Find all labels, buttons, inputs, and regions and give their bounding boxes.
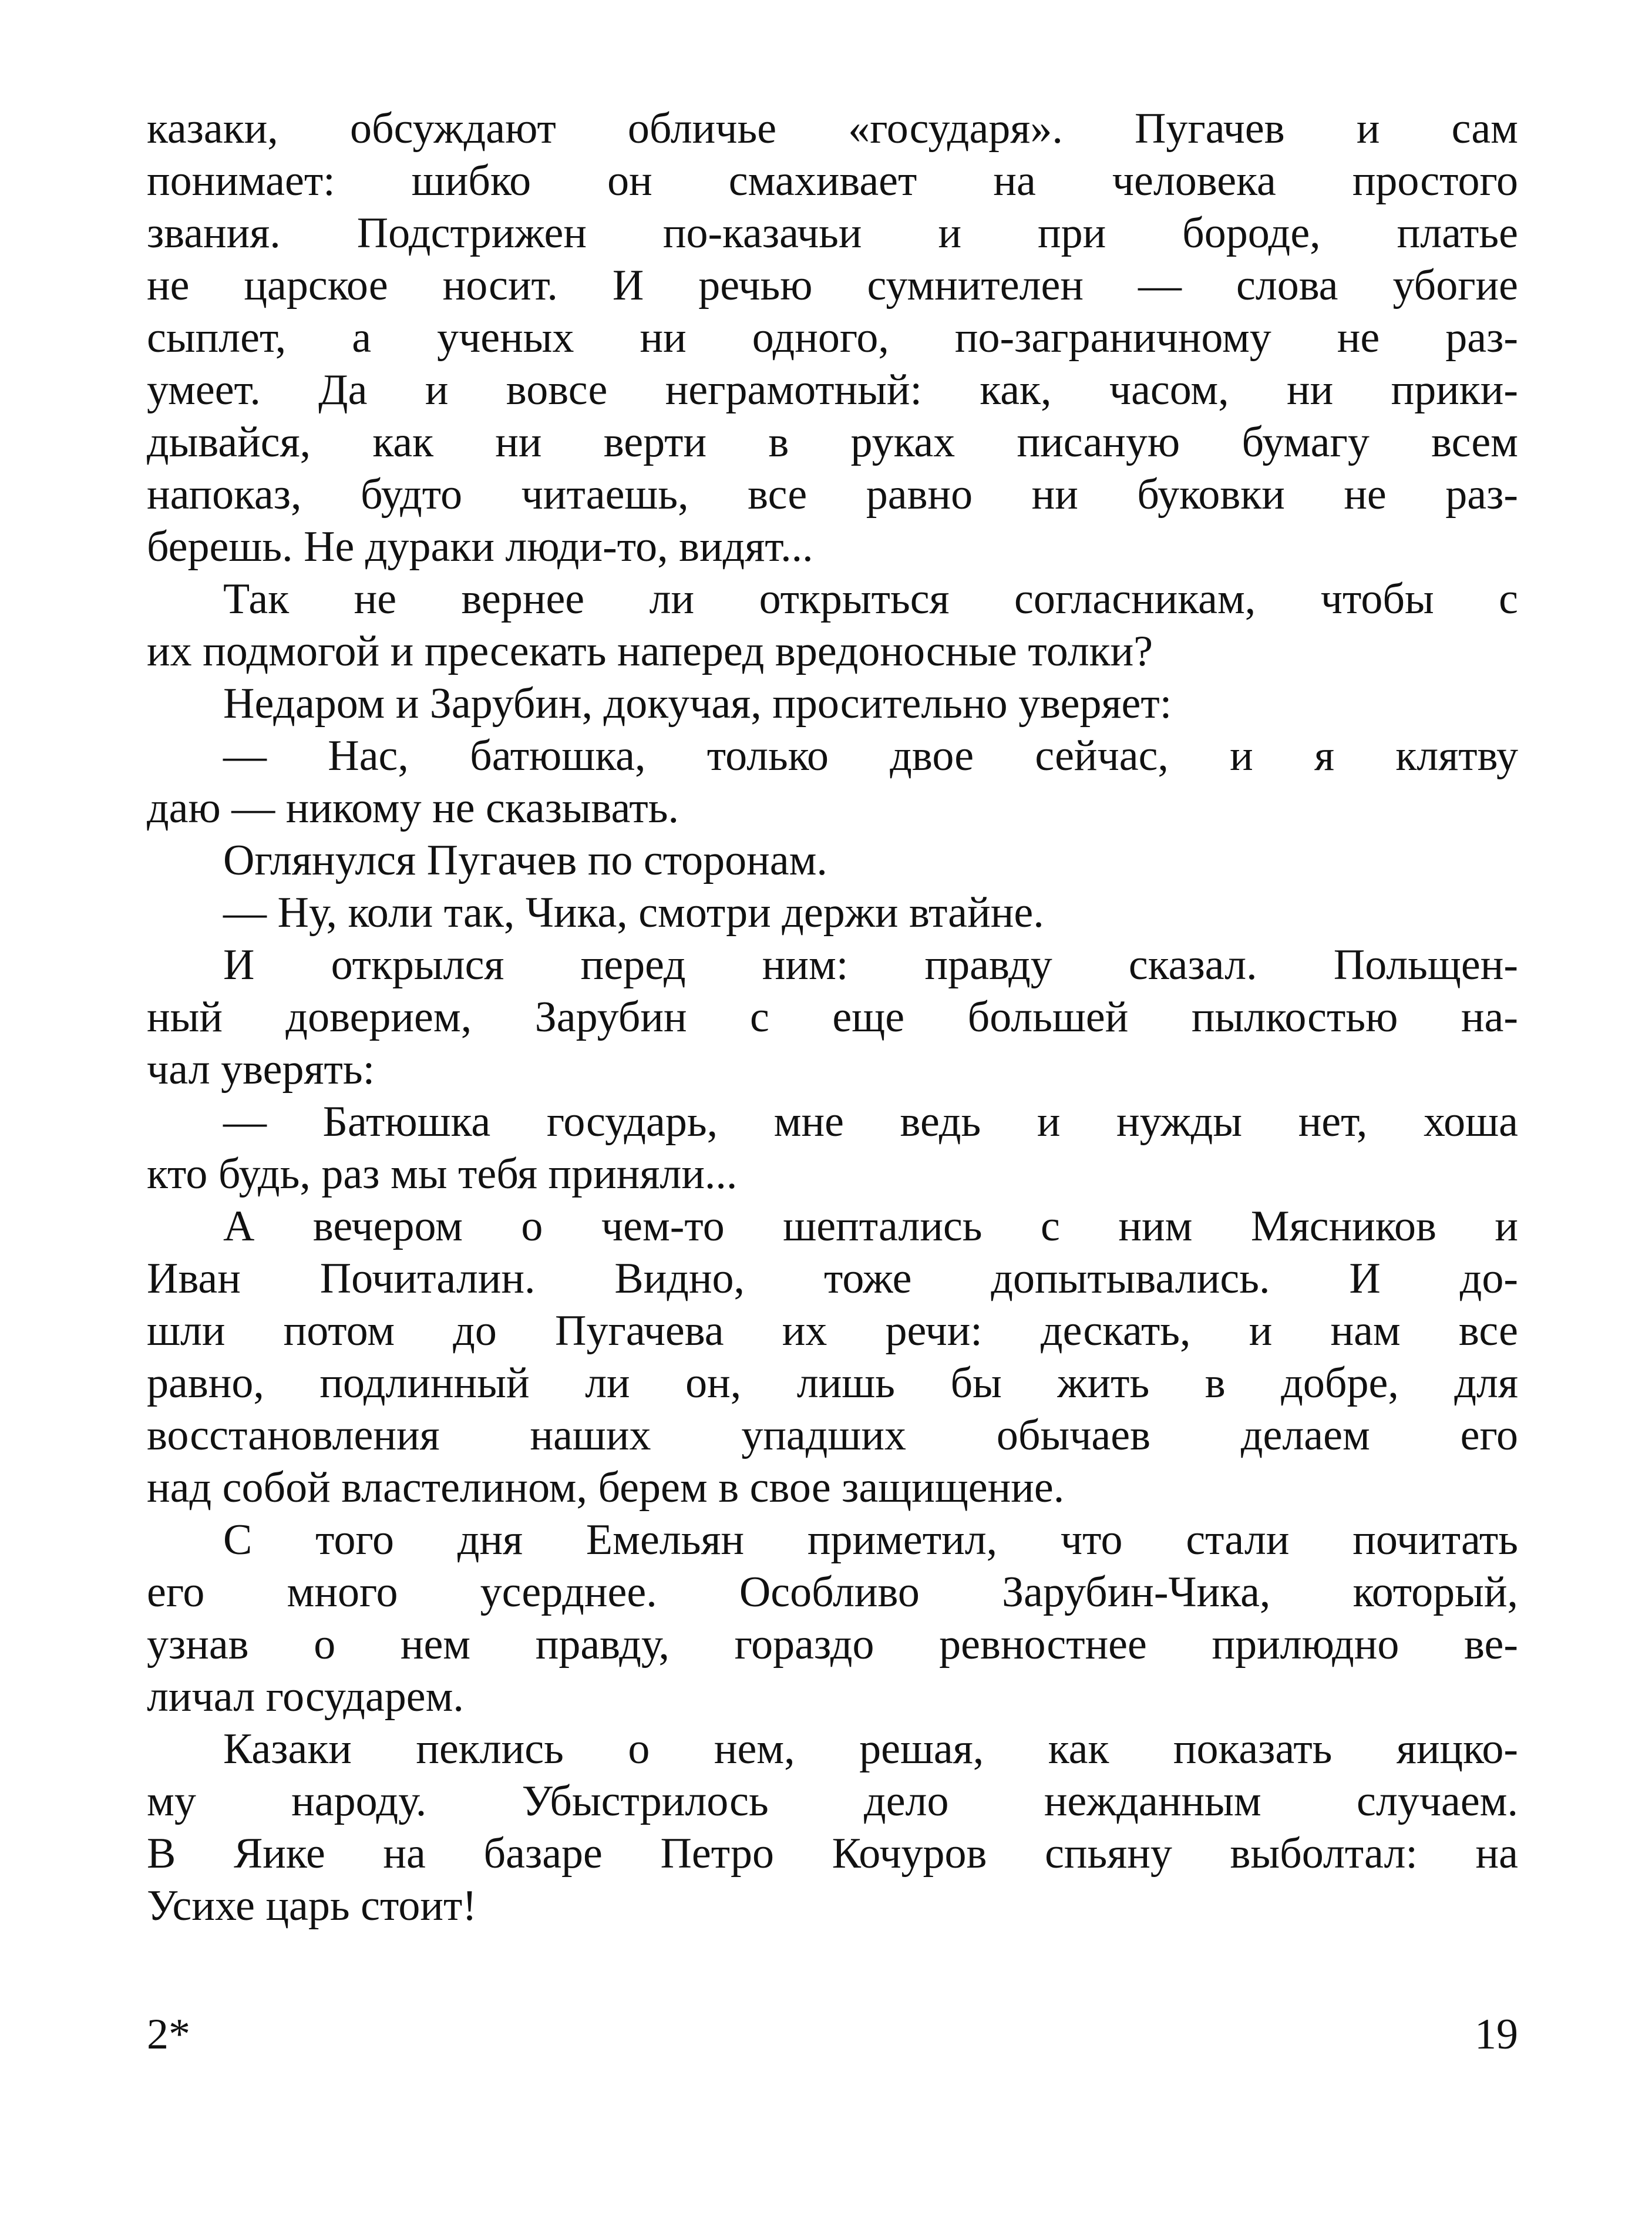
- paragraph: [147, 887, 1518, 939]
- text-line: равно, подлинный ли он, лишь бы жить в добре, для: [147, 1359, 1518, 1407]
- text-line: ный доверием, Зарубин с еще большей пылкостью на-: [147, 993, 1518, 1041]
- text-line: даю — никому не сказывать.: [147, 784, 679, 832]
- paragraph: [147, 678, 1518, 730]
- text-line: умеет. Да и вовсе неграмотный: как, часом, ни прики-: [147, 366, 1518, 414]
- text-line: — Ну, коли так, Чика, смотри держи втайне.: [223, 889, 1044, 937]
- text-line: Недаром и Зарубин, докучая, просительно уверяет:: [223, 680, 1172, 728]
- text-line: их подмогой и пресекать наперед вредоносные толки?: [147, 627, 1153, 675]
- text-line: Оглянулся Пугачев по сторонам.: [223, 836, 827, 884]
- text-line: И открылся перед ним: правду сказал. Польщен-: [223, 941, 1518, 989]
- text-line: му народу. Убыстрилось дело нежданным случаем.: [147, 1777, 1518, 1825]
- body-text: [147, 103, 1518, 1932]
- text-line: личал государем.: [147, 1673, 464, 1721]
- page-number: 19: [1475, 2010, 1518, 2058]
- text-line: кто будь, раз мы тебя приняли...: [147, 1150, 738, 1198]
- text-line: над собой властелином, берем в свое защищение.: [147, 1464, 1065, 1512]
- paragraph: [147, 835, 1518, 887]
- text-line: В Яике на базаре Петро Кочуров спьяну выболтал: на: [147, 1829, 1518, 1878]
- text-line: понимает: шибко он смахивает на человека простого: [147, 157, 1518, 205]
- text-line: — Нас, батюшка, только двое сейчас, и я клятву: [223, 732, 1518, 780]
- text-line: восстановления наших упадших обычаев делаем его: [147, 1411, 1518, 1459]
- text-line: Так не вернее ли открыться согласникам, чтобы с: [223, 575, 1518, 623]
- text-line: берешь. Не дураки люди-то, видят...: [147, 523, 813, 571]
- text-line: не царское носит. И речью сумнителен — слова убогие: [147, 261, 1518, 310]
- signature-mark: 2*: [147, 2010, 190, 2058]
- paragraph: [147, 103, 1518, 573]
- paragraph: [147, 1096, 1518, 1200]
- paragraph: [147, 1514, 1518, 1723]
- text-line: Усихе царь стоит!: [147, 1882, 477, 1930]
- paragraph: [147, 730, 1518, 835]
- text-line: — Батюшка государь, мне ведь и нужды нет, хоша: [223, 1098, 1518, 1146]
- text-line: казаки, обсуждают обличье «государя». Пугачев и сам: [147, 105, 1518, 153]
- text-line: звания. Подстрижен по-казачьи и при бороде, платье: [147, 209, 1518, 257]
- text-line: Казаки пеклись о нем, решая, как показать яицко-: [223, 1725, 1518, 1773]
- text-line: узнав о нем правду, гораздо ревностнее прилюдно ве-: [147, 1620, 1518, 1669]
- text-line: сыплет, а ученых ни одного, по-заграничному не раз-: [147, 314, 1518, 362]
- text-line: Иван Почиталин. Видно, тоже допытывались. И до-: [147, 1254, 1518, 1303]
- paragraph: [147, 573, 1518, 678]
- text-line: дывайся, как ни верти в руках писаную бумагу всем: [147, 418, 1518, 466]
- text-line: его много усерднее. Особливо Зарубин-Чика, который,: [147, 1568, 1518, 1616]
- text-line: С того дня Емельян приметил, что стали почитать: [223, 1516, 1518, 1564]
- paragraph: [147, 1200, 1518, 1514]
- page-footer: [147, 2009, 1518, 2061]
- text-line: напоказ, будто читаешь, все равно ни буковки не раз-: [147, 470, 1518, 519]
- paragraph: [147, 1723, 1518, 1932]
- text-line: А вечером о чем-то шептались с ним Мясников и: [223, 1202, 1518, 1250]
- text-line: шли потом до Пугачева их речи: дескать, и нам все: [147, 1307, 1518, 1355]
- text-line: чал уверять:: [147, 1045, 375, 1094]
- paragraph: [147, 939, 1518, 1096]
